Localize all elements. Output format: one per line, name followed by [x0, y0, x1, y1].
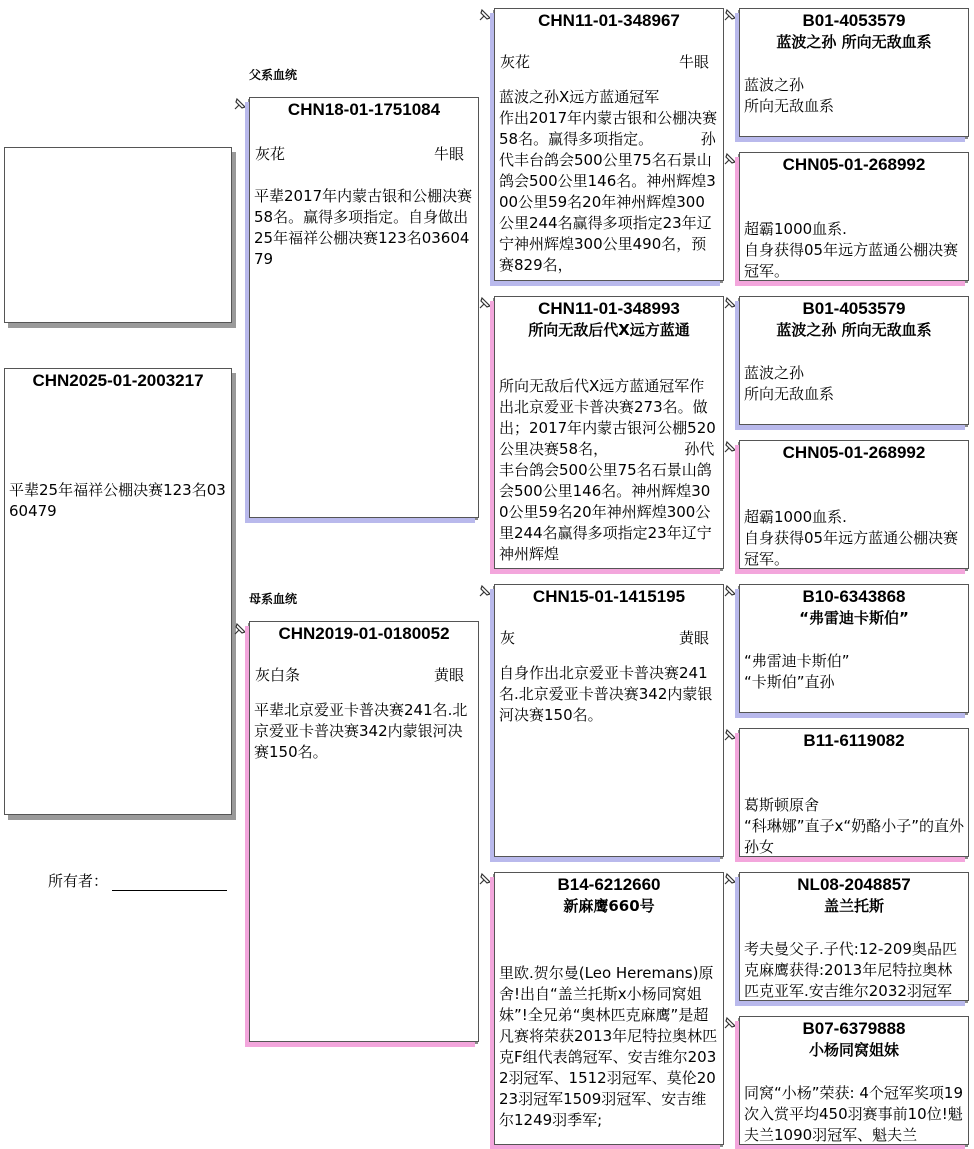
subject-desc: 平辈25年福祥公棚决赛123名0360479 [9, 481, 226, 520]
dss-name: “弗雷迪卡斯伯” [799, 609, 909, 627]
owner-field [48, 870, 227, 891]
pin-icon [478, 8, 492, 22]
pin-icon [233, 622, 247, 636]
dam-sire-card [494, 584, 724, 857]
sire-sire-color: 灰花 [500, 53, 531, 71]
dds-ring: NL08-2048857 [797, 875, 911, 894]
sss-ring: B01-4053579 [802, 11, 906, 30]
dam-card [249, 621, 479, 1042]
sire-sire-ring: CHN11-01-348967 [538, 11, 680, 30]
pin-icon [723, 296, 737, 310]
dds-name: 盖兰托斯 [823, 897, 884, 915]
dam-color-row [250, 665, 478, 686]
dam-color: 灰白条 [255, 666, 301, 684]
sds-card [739, 296, 969, 425]
sdd-desc: 超霸1000血系. 自身获得05年远方蓝通公棚决赛冠军。 [744, 508, 959, 568]
ddd-card [739, 1016, 969, 1145]
dam-sire-eye: 黄眼 [678, 629, 709, 647]
sdd-card [739, 440, 969, 569]
pin-icon [478, 296, 492, 310]
sire-color: 灰花 [255, 145, 286, 163]
dam-desc: 平辈北京爱亚卡普决赛241名.北京爱亚卡普决赛342内蒙银河决赛150名。 [254, 701, 468, 761]
photo-frame [4, 147, 232, 323]
dam-ring: CHN2019-01-0180052 [278, 624, 450, 643]
pin-icon [233, 97, 247, 111]
sire-card [249, 97, 479, 518]
pin-icon [723, 8, 737, 22]
dam-dam-card [494, 872, 724, 1145]
sss-desc: 蓝波之孙 所向无敌血系 [744, 76, 835, 115]
dsd-desc: 葛斯顿原舍 “科琳娜”直子x“奶酪小子”的直外孙女 [744, 796, 964, 856]
dsd-ring: B11-6119082 [803, 731, 905, 750]
dam-dam-desc: 里欧.贺尔曼(Leo Heremans)原舍!出自“盖兰托斯x小杨同窝姐妹”!全兄弟“奥林匹克麻鹰”是超凡赛将荣获2013年尼特拉奥林匹克F组代表鸽冠军、安吉维尔2032羽冠军、1512羽冠军、莫伦2023羽冠军1509羽冠军、安吉维尔1249羽季军; [499, 964, 718, 1129]
sire-ring: CHN18-01-1751084 [287, 100, 441, 119]
dam-sire-ring: CHN15-01-1415195 [532, 587, 686, 606]
sire-line-label: 父系血统 [249, 68, 298, 82]
pin-icon [723, 872, 737, 886]
ssd-ring: CHN05-01-268992 [782, 155, 926, 174]
dsd-card [739, 728, 969, 857]
pin-icon [723, 440, 737, 454]
ddd-desc: 同窝“小杨”荣获: 4个冠军奖项19次入赏平均450羽赛事前10位!魁夫兰1090羽冠军、魁夫兰 [744, 1084, 963, 1144]
sire-sire-color-row [495, 52, 723, 73]
sire-sire-card [494, 8, 724, 281]
sire-color-row [250, 144, 478, 165]
ssd-desc: 超霸1000血系. 自身获得05年远方蓝通公棚决赛冠军。 [744, 220, 959, 280]
owner-blank-line[interactable] [112, 874, 227, 891]
sire-desc: 平辈2017年内蒙古银和公棚决赛58名。赢得多项指定。自身做出25年福祥公棚决赛123名0360479 [254, 187, 473, 268]
dss-desc: “弗雷迪卡斯伯” “卡斯伯”直孙 [744, 652, 850, 691]
pin-icon [723, 728, 737, 742]
dds-desc: 考夫曼父子.子代:12-209奥品匹克麻鹰获得:2013年尼特拉奥林匹克亚军.安吉维尔2032羽冠军 [744, 940, 957, 1000]
dam-dam-ring: B14-6212660 [557, 875, 661, 894]
pin-icon [723, 584, 737, 598]
sds-ring: B01-4053579 [802, 299, 906, 318]
dam-dam-name: 新麻鹰660号 [563, 897, 655, 915]
dam-sire-desc: 自身作出北京爱亚卡普决赛241名.北京爱亚卡普决赛342内蒙银河决赛150名。 [499, 664, 713, 724]
sire-sire-desc: 蓝波之孙X远方蓝通冠军 作出2017年内蒙古银和公棚决赛58名。赢得多项指定。 孙代丰台鸽会500公里75名石景山鸽会500公里146名。神州辉煌300公里59名20年神州辉煌300公里244名赢得多项指定23年辽宁神州辉煌300公里490名，预赛829名， [499, 88, 718, 274]
sire-dam-name: 所向无敌后代X远方蓝通 [528, 321, 690, 339]
sire-dam-card [494, 296, 724, 569]
sds-name: 蓝波之孙 所向无敌血系 [776, 321, 932, 339]
sss-name: 蓝波之孙 所向无敌血系 [776, 33, 932, 51]
sss-card [739, 8, 969, 137]
sire-sire-eye: 牛眼 [678, 53, 709, 71]
dam-sire-color: 灰 [500, 629, 516, 647]
sire-dam-ring: CHN11-01-348993 [538, 299, 680, 318]
sds-desc: 蓝波之孙 所向无敌血系 [744, 364, 835, 403]
pin-icon [478, 872, 492, 886]
ssd-card [739, 152, 969, 281]
sdd-ring: CHN05-01-268992 [782, 443, 926, 462]
subject-card [4, 368, 232, 815]
dss-ring: B10-6343868 [802, 587, 906, 606]
pin-icon [723, 1016, 737, 1030]
subject-ring: CHN2025-01-2003217 [32, 371, 204, 390]
ddd-name: 小杨同窝姐妹 [808, 1041, 899, 1059]
ddd-ring: B07-6379888 [802, 1019, 906, 1038]
dam-line-label: 母系血统 [249, 592, 298, 606]
dds-card [739, 872, 969, 1001]
sire-dam-desc: 所向无敌后代X远方蓝通冠军作出北京爱亚卡普决赛273名。做出；2017年内蒙古银河公棚520公里决赛58名， 孙代丰台鸽会500公里75名石景山鸽会500公里146名。神州辉煌300公里59名20年神州辉煌300公里244名赢得多项指定23年辽宁神州辉煌 [499, 377, 716, 563]
dss-card [739, 584, 969, 713]
dam-eye: 黄眼 [433, 666, 464, 684]
sire-eye: 牛眼 [433, 145, 464, 163]
owner-label: 所有者： [48, 872, 109, 890]
dam-sire-color-row [495, 628, 723, 649]
pin-icon [478, 584, 492, 598]
pin-icon [723, 152, 737, 166]
